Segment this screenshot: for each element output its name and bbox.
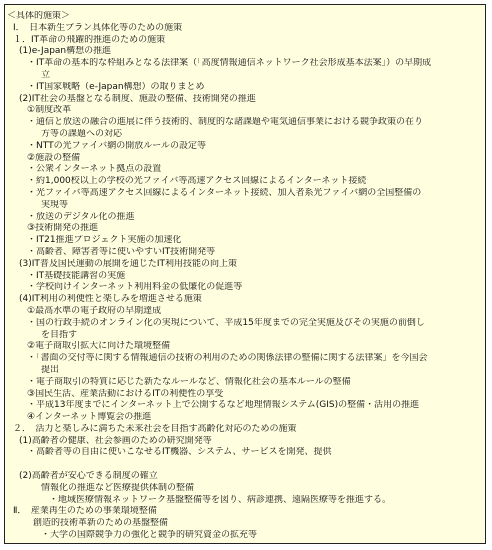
text-line: ・学校向けインターネット利用料金の低廉化の促進等 (27, 282, 243, 293)
text-line: を目指す (41, 329, 78, 340)
text-line: 立 (41, 69, 51, 80)
text-line: ＜具体的施策＞ (7, 11, 71, 21)
text-line: 提出 (41, 364, 60, 375)
measures-text (5, 11, 485, 542)
text-line: ②施設の整備 (27, 152, 81, 163)
text-line: 創造的技術革新のための基盤整備 (33, 518, 169, 529)
text-line: ①最高水準の電子政府の早期達成 (27, 305, 162, 316)
text-line: ・IT国家戦略（e-Japan構想）の取りまとめ (27, 81, 205, 92)
text-line: ④インターネット博覧会の推進 (27, 412, 152, 423)
text-line: ・平成13年度までにインターネット上で公開するなど地理情報システム(GIS)の整備・活用の推進 (27, 400, 420, 411)
text-line: ・光ファイバ等高速アクセス回線によるインターネット接続、加入者系光ファイバ網の全国整備の (27, 187, 422, 198)
text-line: ・地域医療情報ネットワーク基盤整備等を図り、病診連携、遠隔医療等を推進する。 (49, 494, 392, 505)
text-line: ・高齢者等の自由に使いこなせるIT機器、システム、サービスを開発、提供 (27, 447, 332, 458)
text-line: Ⅰ． 日本新生プラン具体化等のための施策 (13, 22, 183, 33)
text-line: 情報化の推進など医療提供体制の整備 (41, 482, 195, 493)
text-line: ③技術開発の推進 (27, 223, 99, 234)
blank-line (5, 459, 485, 471)
text-line: ・IT21推進プロジェクト実施の加速化 (27, 235, 182, 246)
text-line: (3)IT普及国民運動の展開を通じたIT利用技能の向上策 (19, 258, 238, 269)
text-line: ・高齢者、障害者等に使いやすいIT技術開発等 (27, 246, 216, 257)
text-line: ・「書面の交付等に関する情報通信の技術の利用のための関係法律の整備に関する法律案」を今国会 (27, 353, 428, 364)
text-line: ・約1,000校以上の学校の光ファイバ等高速アクセス回線によるインターネット接続 (27, 176, 367, 187)
text-line: ２． 活力と楽しみに満ちた未来社会を目指す高齢化対応のための施策 (13, 423, 297, 434)
text-line: ③国民生活、産業活動におけるITの利便性の享受 (27, 388, 224, 399)
text-line: １．IT革命の飛躍的推進のための施策 (13, 34, 166, 45)
text-line: ・大学の国際競争力の強化と競争的研究資金の拡充等 (41, 530, 258, 541)
text-line: (2)IT社会の基盤となる制度、施設の整備、技術開発の推進 (19, 93, 256, 104)
text-line: ・IT基礎技能講習の実施 (27, 270, 126, 281)
text-line: ・電子商取引の特質に応じた新たなルールなど、情報化社会の基本ルールの整備 (27, 376, 351, 387)
text-line: (2)高齢者が安心できる制度の確立 (19, 471, 158, 482)
text-line: ・IT革命の基本的な枠組みとなる法律案（「高度情報通信ネットワーク社会形成基本法案」）の早期成 (27, 58, 432, 69)
text-line: 方等の課題への対応 (41, 128, 123, 139)
text-line: ・放送のデジタル化の推進 (27, 211, 135, 222)
text-line: Ⅱ． 産業再生のための事業環境整備 (13, 506, 157, 517)
text-line: ②電子商取引拡大に向けた環境整備 (27, 341, 171, 352)
measures-panel (4, 4, 486, 544)
text-line: (1)高齢者の健康、社会参画のための研究開発等 (19, 435, 212, 446)
text-line: ・通信と放送の融合の進展に伴う技術的、制度的な諸課題や電気通信事業における競争政策の在り (27, 117, 424, 128)
text-line: ①制度改革 (27, 105, 72, 116)
text-line: ・NTTの光ファイバ網の開放ルールの設定等 (27, 140, 207, 151)
text-line: ・公衆インターネット拠点の設置 (27, 164, 162, 175)
text-line: ・国の行政手続のオンライン化の実現について、平成15年度までの完全実施及びその実施の前倒し (27, 317, 425, 328)
text-line: (1)e-Japan構想の推進 (19, 46, 112, 57)
text-line: 実現等 (41, 199, 69, 210)
text-line: (4)IT利用の利便性と楽しみを増進させる施策 (19, 294, 202, 305)
